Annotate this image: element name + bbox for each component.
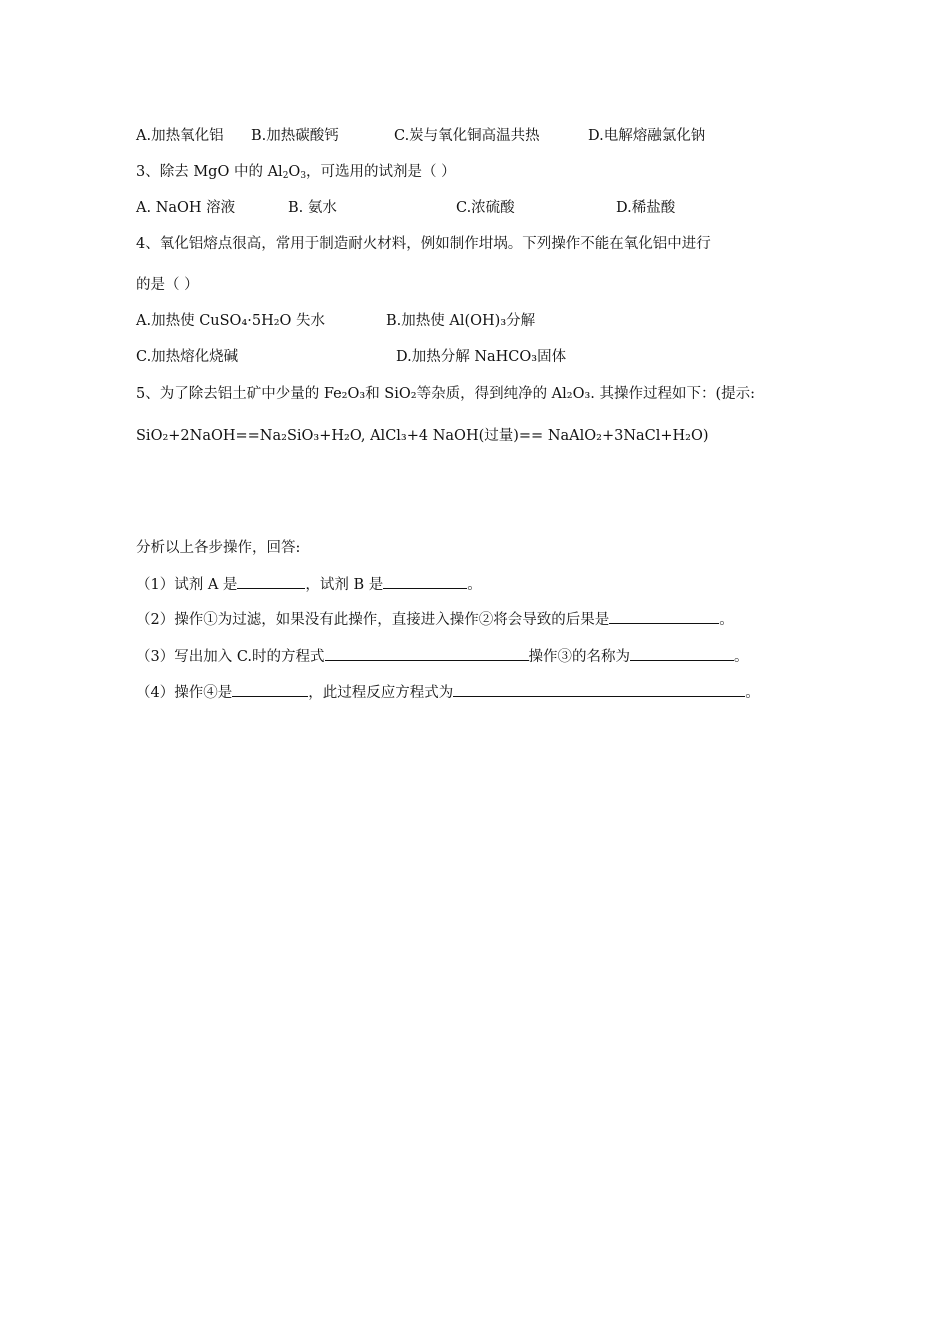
q3-option-c: C.浓硫酸 — [456, 200, 515, 216]
analysis-q1-label-a: （1）试剂 A 是 — [136, 577, 238, 593]
answer-blank-operation4[interactable] — [232, 682, 308, 697]
q3-option-b: B. 氨水 — [288, 200, 337, 216]
q4-option-c: C.加热熔化烧碱 — [136, 349, 239, 365]
analysis-q2-label: （2）操作①为过滤，如果没有此操作，直接进入操作②将会导致的后果是 — [136, 612, 610, 628]
analysis-q4-end: 。 — [745, 685, 760, 701]
q3-option-d: D.稀盐酸 — [616, 200, 676, 216]
q5-hint: SiO₂+2NaOH==Na₂SiO₃+H₂O, AlCl₃+4 NaOH(过量)== NaAlO₂+3NaCl+H₂O) — [136, 428, 709, 444]
analysis-intro: 分析以上各步操作，回答: — [136, 540, 301, 556]
q5-stem: 5、为了除去铝土矿中少量的 Fe₂O₃和 SiO₂等杂质，得到纯净的 Al₂O₃. 其操作过程如下：(提示: — [136, 386, 756, 402]
analysis-q4-label-b: ，此过程反应方程式为 — [308, 685, 454, 701]
analysis-q4-label-a: （4）操作④是 — [136, 685, 233, 701]
analysis-q3-label-b: 操作③的名称为 — [528, 649, 631, 665]
q3-mid: O — [288, 164, 301, 180]
q3-sub1: 2 — [282, 171, 289, 181]
q4-stem-line1: 4、氧化铝熔点很高，常用于制造耐火材料，例如制作坩埚。下列操作不能在氧化铝中进行 — [136, 236, 711, 252]
q3-sub2: 3 — [300, 171, 307, 181]
analysis-q2 — [136, 609, 734, 630]
analysis-q1-label-b: ，试剂 B 是 — [305, 577, 384, 593]
analysis-q4 — [136, 682, 760, 703]
analysis-q3-label-a: （3）写出加入 C.时的方程式 — [136, 649, 325, 665]
answer-blank-consequence[interactable] — [609, 609, 719, 624]
q3-stem-pre: 3、除去 MgO 中的 Al — [136, 164, 283, 180]
answer-blank-reagent-a[interactable] — [237, 574, 305, 589]
q2-option-b: B.加热碳酸钙 — [251, 128, 339, 144]
answer-blank-operation3-name[interactable] — [630, 646, 734, 661]
analysis-q2-end: 。 — [719, 612, 734, 628]
q4-option-b: B.加热使 Al(OH)₃分解 — [386, 313, 536, 329]
answer-blank-equation-c[interactable] — [325, 646, 529, 661]
q3-stem — [136, 162, 456, 182]
q2-option-a: A.加热氧化铝 — [136, 128, 224, 144]
analysis-q1 — [136, 574, 482, 595]
q4-option-d: D.加热分解 NaHCO₃固体 — [396, 349, 567, 365]
analysis-q3 — [136, 646, 749, 667]
analysis-q1-end: 。 — [467, 577, 482, 593]
q2-option-d: D.电解熔融氯化钠 — [588, 128, 706, 144]
q2-option-c: C.炭与氧化铜高温共热 — [394, 128, 540, 144]
q3-stem-post: ，可选用的试剂是（ ） — [306, 164, 456, 180]
analysis-q3-end: 。 — [734, 649, 749, 665]
answer-blank-reaction-equation[interactable] — [453, 682, 745, 697]
q3-option-a: A. NaOH 溶液 — [136, 200, 236, 216]
q4-stem-line2: 的是（ ） — [136, 277, 199, 293]
answer-blank-reagent-b[interactable] — [383, 574, 467, 589]
q4-option-a: A.加热使 CuSO₄·5H₂O 失水 — [136, 313, 326, 329]
